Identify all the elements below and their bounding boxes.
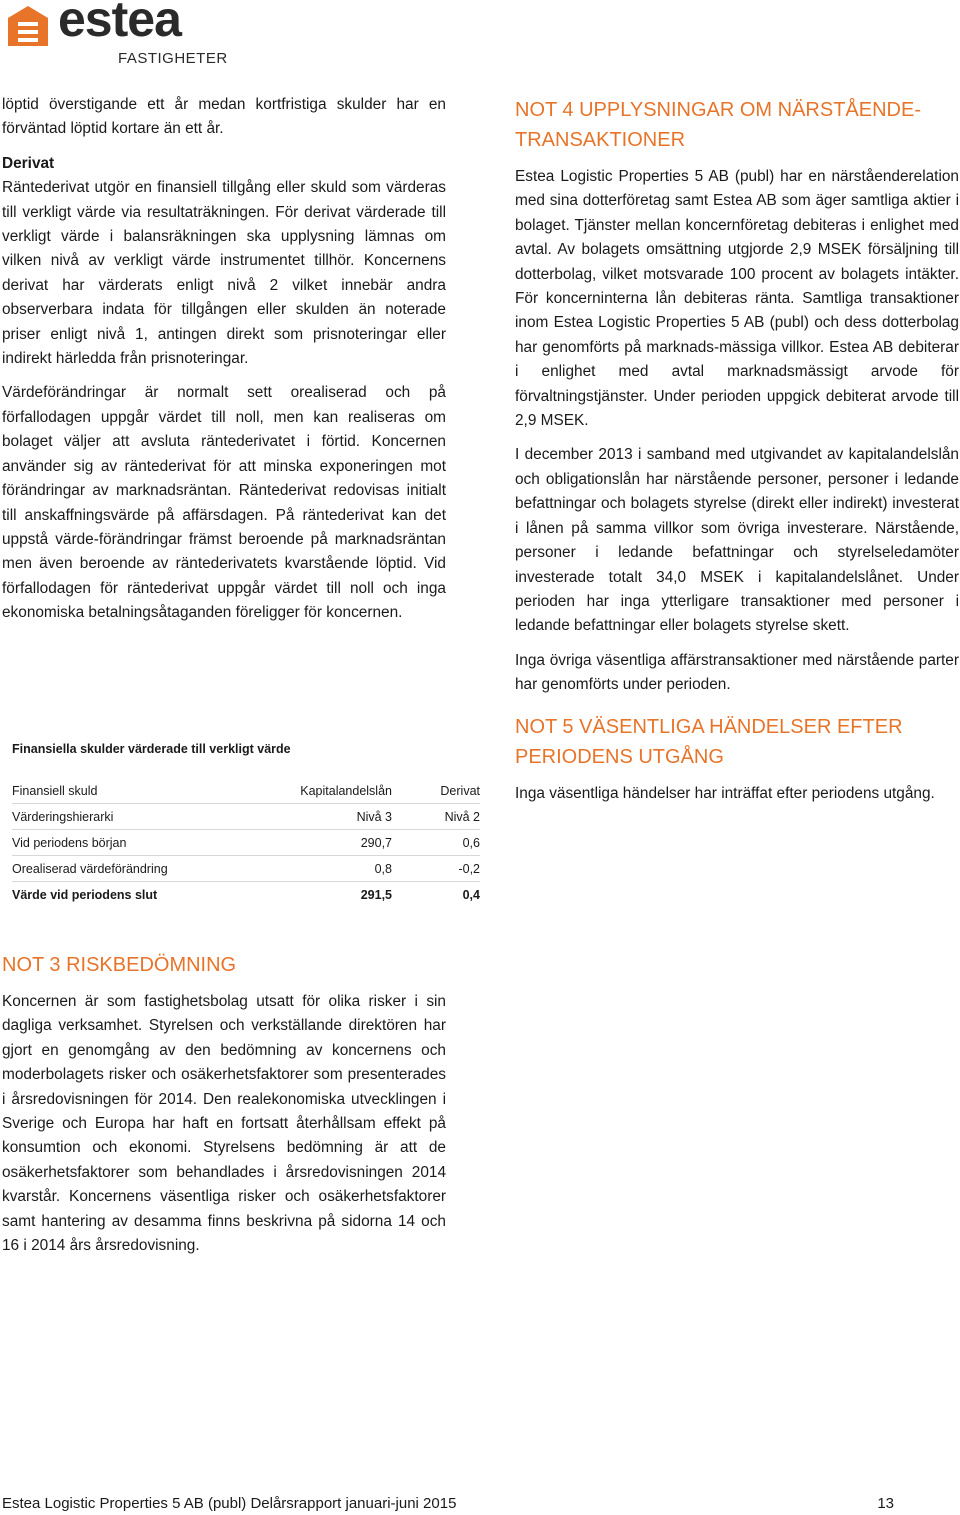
- table-cell: 291,5: [360, 887, 392, 902]
- table-title: Finansiella skulder värderade till verkligt värde: [12, 742, 291, 756]
- intro-paragraph: löptid överstigande ett år medan kortfristiga skulder har en förväntad löptid kortare än ett år.: [2, 96, 446, 138]
- table-row: [12, 856, 480, 882]
- fair-value-table: [12, 742, 480, 907]
- note4-paragraph-3: Inga övriga väsentliga affärstransaktioner med närstående parter har genomförts under perioden.: [515, 651, 959, 694]
- derivat-paragraph-1: Räntederivat utgör en finansiell tillgång eller skuld som värderas till verkligt värde via resultaträkningen. För derivat värderade till verkligt värde i balansräkningen ska upplysning lämnas om vilken nivå av verkligt värde instrumentet tillhör. Koncernens derivat har värderats enligt nivå 2 vilket innebär andra observerbara indata för tillgången eller skulden än noterade priser enligt nivå 1, antingen direkt som prisnoteringar eller indirekt härledda från prisnoteringar.: [2, 179, 446, 368]
- left-column: [2, 93, 446, 636]
- right-column: [515, 95, 959, 816]
- footer-report-title: Estea Logistic Properties 5 AB (publ) Delårsrapport januari-juni 2015: [2, 1495, 457, 1512]
- table-row: [12, 804, 480, 830]
- table-cell: 0,4: [462, 887, 480, 902]
- estea-logo: [0, 0, 230, 70]
- table-cell: Kapitalandelslån: [300, 783, 392, 798]
- estea-logo-mark-icon: [6, 4, 50, 48]
- derivat-heading: Derivat: [2, 154, 55, 172]
- page-number: 13: [877, 1495, 894, 1512]
- table-row: [12, 830, 480, 856]
- note3-title: NOT 3 RISKBEDÖMNING: [2, 954, 237, 976]
- table-cell: Vid periodens början: [12, 835, 127, 850]
- note4-paragraph-2: I december 2013 i samband med utgivandet av kapitalandelslån och obligationslån har närstående personer, personer i ledande befattningar och bolagets styrelse (direkt eller indirekt) investerat i lånen på samma villkor som övriga investerare. Närstående, personer i ledande befattningar och styrelseledamöter investerade totalt 34,0 MSEK i kapitalandelslånet. Under perioden har inga ytterligare transaktioner med personer i ledande befattningar eller bolagets styrelse skett.: [515, 446, 959, 635]
- table-cell: -0,2: [458, 861, 480, 876]
- table-cell: Derivat: [440, 783, 480, 798]
- note5-paragraph: Inga väsentliga händelser har inträffat efter periodens utgång.: [515, 784, 935, 802]
- table-cell: 290,7: [360, 835, 392, 850]
- table-cell: Värderingshierarki: [12, 809, 114, 824]
- table-cell: Värde vid periodens slut: [12, 887, 158, 902]
- logo-subtitle: FASTIGHETER: [118, 50, 228, 67]
- table-cell: Finansiell skuld: [12, 783, 98, 798]
- logo-wordmark: estea: [58, 0, 181, 47]
- table-cell: Orealiserad värdeförändring: [12, 861, 168, 876]
- derivat-paragraph-2: Värdeförändringar är normalt sett orealiserad och på förfallodagen uppgår värdet till noll, men kan realiseras om bolaget väljer att avsluta räntederivatet i förtid. Koncernen använder sig av räntederivat för att minska exponeringen mot förändringar av marknadsräntan. Räntederivat redovisas initialt till anskaffningsvärde på affärsdagen. På räntederivat kan det uppstå värde-förändringar främst beroende på marknadsräntan men även beroende av räntederivatets kvarstående löptid. Vid förfallodagen för räntederivat uppgår värdet till noll och inga ekonomiska betalningsåtaganden föreligger för koncernen.: [2, 384, 446, 622]
- note4-title: NOT 4 UPPLYSNINGAR OM NÄRSTÅENDE-TRANSAKTIONER: [515, 99, 921, 151]
- note5-title: NOT 5 VÄSENTLIGA HÄNDELSER EFTER PERIODENS UTGÅNG: [515, 715, 903, 768]
- note3-paragraph: Koncernen är som fastighetsbolag utsatt för olika risker i sin dagliga verksamhet. Styrelsen och verkställande direktören har gjort en genomgång av den bedömning av koncernens och moderbolagets risker och osäkerhetsfaktorer som presenterades i årsredovisningen för 2014. Den realekonomiska utvecklingen i Sverige och Europa har haft en fortsatt återhållsam effekt på konsumtion och ekonomi. Styrelsens bedömning är att de osäkerhetsfaktorer som behandlades i årsredovisningen 2014 kvarstår. Koncernens väsentliga risker och osäkerhetsfaktorer samt hantering av desamma finns beskrivna på sidorna 14 och 16 i 2014 års årsredovisning.: [2, 993, 446, 1255]
- table-cell: 0,6: [462, 835, 480, 850]
- table-cell: 0,8: [374, 861, 392, 876]
- table-row: [12, 778, 480, 804]
- table-cell: Nivå 3: [356, 809, 392, 824]
- note3-section: [2, 950, 446, 1268]
- table-row-total: [12, 882, 480, 907]
- note4-paragraph-1: Estea Logistic Properties 5 AB (publ) har en närståenderelation med sina dotterföretag samt Estea AB som äger samtliga aktier i bolaget. Tjänster mellan koncernföretag debiteras i enlighet med avtal. Av bolagets omsättning utgjorde 2,9 MSEK försäljning till dotterbolag, vilket motsvarade 100 procent av bolagets intäkter. För koncerninterna lån debiteras ränta. Samtliga transaktioner inom Estea Logistic Properties 5 AB (publ) och dess dotterbolag har genomförts på marknads-mässiga villkor. Estea AB debiterar i enlighet med avtal marknadsmässigt arvode för förvaltningstjänster. Under perioden uppgick debiterat arvode till 2,9 MSEK.: [515, 168, 959, 430]
- table-cell: Nivå 2: [444, 809, 480, 824]
